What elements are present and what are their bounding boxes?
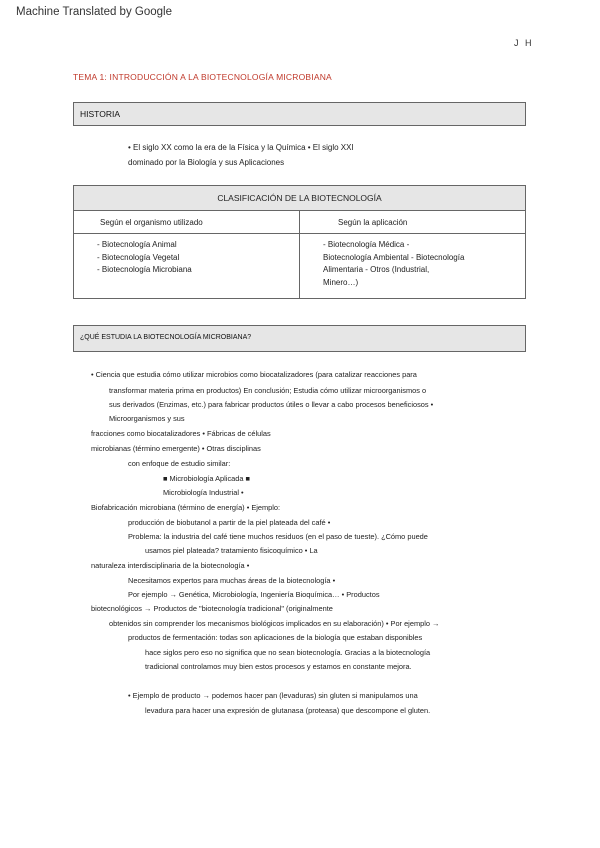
organismo-list [74, 234, 300, 299]
body-line: sus derivados (Enzimas, etc.) para fabricar productos útiles o llevar a cabo procesos beneficiosos • [109, 400, 434, 409]
body-line: Biofabricación microbiana (término de energía) • Ejemplo: [91, 503, 281, 512]
list-item: Minero…) [323, 277, 359, 287]
body-line: naturaleza interdisciplinaria de la biotecnología • [91, 561, 250, 570]
doc-title: TEMA 1: INTRODUCCIÓN A LA BIOTECNOLOGÍA MICROBIANA [73, 72, 332, 82]
historia-line: dominado por la Biología y sus Aplicaciones [128, 158, 285, 167]
body-line: Microbiología Industrial • [163, 488, 244, 497]
aplicacion-list [300, 234, 526, 299]
body-line: • Ciencia que estudia cómo utilizar microbios como biocatalizadores (para catalizar reacciones para [91, 370, 417, 379]
body-line: • Ejemplo de producto → podemos hacer pan (levaduras) sin gluten si manipulamos una [128, 691, 418, 700]
body-line: microbianas (término emergente) • Otras disciplinas [91, 444, 261, 453]
list-item: - Biotecnología Animal [97, 240, 177, 249]
list-item: - Biotecnología Microbiana [97, 265, 192, 274]
body-line: obtenidos sin comprender los mecanismos biológicos implicados en su elaboración) • Por ejemplo → [109, 619, 440, 628]
historia-heading: HISTORIA [80, 109, 120, 119]
body-line: usamos piel plateada? tratamiento fisicoquímico • La [145, 546, 318, 555]
list-item: - Biotecnología Médica - [323, 240, 410, 249]
body-line: tradicional controlamos muy bien estos procesos y estamos en constante mejora. [145, 662, 412, 671]
body-line: Por ejemplo → Genética, Microbiología, Ingeniería Bioquímica… • Productos [128, 590, 380, 599]
clasificacion-table [73, 185, 526, 299]
list-item: Alimentaria - Otros (Industrial, [323, 265, 430, 274]
author-initials: J H [514, 38, 534, 48]
col-header-organismo: Según el organismo utilizado [74, 211, 300, 234]
que-estudia-header-box [73, 325, 526, 352]
que-estudia-heading: ¿QUÉ ESTUDIA LA BIOTECNOLOGÍA MICROBIANA? [80, 334, 252, 341]
body-line: hace siglos pero eso no significa que no sean biotecnología. Gracias a la biotecnología [145, 648, 431, 657]
body-line: Necesitamos expertos para muchas áreas de la biotecnología • [128, 576, 336, 585]
body-line: ■ Microbiología Aplicada ■ [163, 474, 250, 483]
list-item: Biotecnología Ambiental - Biotecnología [323, 252, 465, 262]
historia-line: • El siglo XX como la era de la Física y la Química • El siglo XXI [128, 143, 354, 152]
body-line: biotecnológicos → Productos de "biotecnología tradicional" (originalmente [91, 604, 333, 613]
body-line: producción de biobutanol a partir de la piel plateada del café • [128, 518, 331, 527]
body-line: transformar materia prima en productos) En conclusión; Estudia cómo utilizar microorganismos o [109, 386, 427, 395]
historia-header-box [73, 102, 526, 126]
col-header-aplicacion: Según la aplicación [300, 211, 526, 234]
body-line: levadura para hacer una expresión de glutanasa (proteasa) que descompone el gluten. [145, 706, 431, 715]
body-line: Microorganismos y sus [109, 414, 185, 423]
body-line: con enfoque de estudio similar: [128, 459, 231, 468]
body-line: Problema: la industria del café tiene muchos residuos (en el paso de tueste). ¿Cómo puede [128, 532, 428, 541]
machine-translated-label: Machine Translated by Google [16, 6, 172, 18]
clasificacion-heading: CLASIFICACIÓN DE LA BIOTECNOLOGÍA [74, 186, 526, 211]
body-line: fracciones como biocatalizadores • Fábricas de células [91, 429, 271, 438]
body-line: productos de fermentación: todas son aplicaciones de la biología que estaban disponibles [128, 633, 423, 642]
list-item: - Biotecnología Vegetal [97, 252, 180, 262]
